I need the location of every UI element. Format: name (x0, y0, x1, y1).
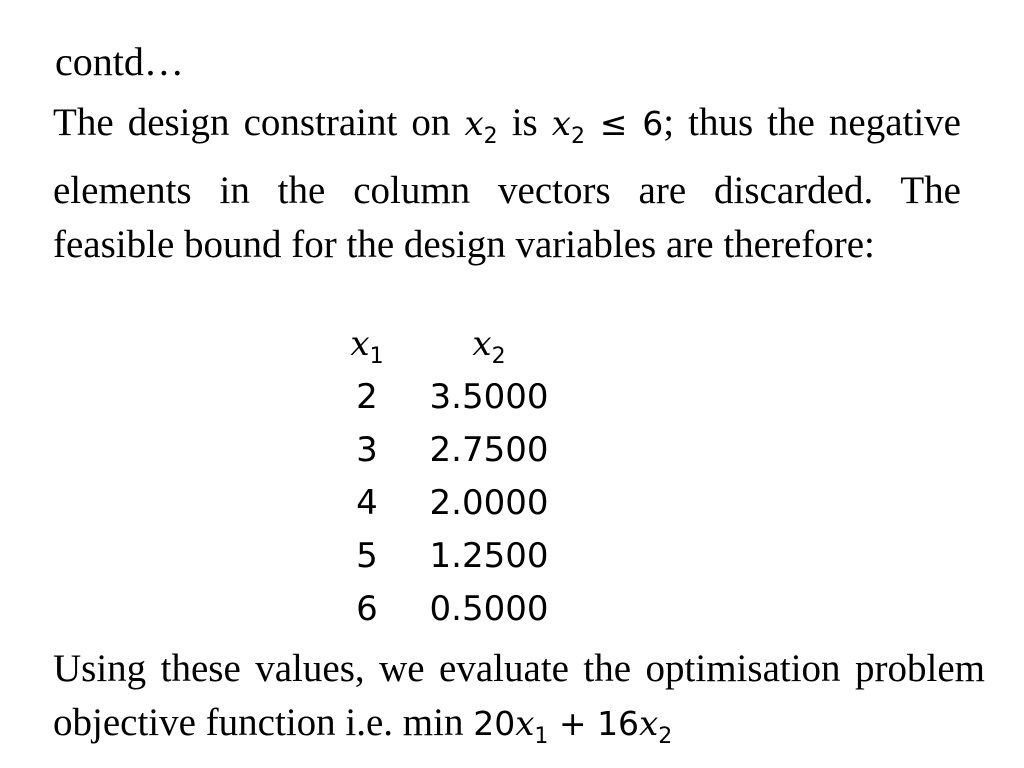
math-subscript: 2 (491, 344, 506, 369)
paragraph-text: is (497, 101, 552, 144)
table-cell-x1: 6 (356, 589, 378, 629)
math-variable: x (515, 704, 535, 744)
math-subscript: 2 (658, 724, 673, 749)
table-cell-x1: 2 (356, 377, 378, 417)
paragraph-design-constraint (53, 96, 961, 272)
math-coefficient: 16 (597, 704, 640, 743)
table-cell-x1: 5 (356, 536, 378, 576)
table-row (330, 424, 610, 477)
math-subscript: 1 (534, 724, 549, 749)
slide-title: contd… (55, 39, 184, 84)
math-variable: x (464, 104, 484, 144)
math-variable: x (551, 104, 571, 144)
table-row (330, 583, 610, 636)
math-subscript: 1 (369, 344, 384, 369)
math-constraint-rhs: ≤ 6 (584, 104, 664, 143)
table-row (330, 530, 610, 583)
table-row (330, 477, 610, 530)
math-subscript: 2 (483, 124, 498, 149)
math-variable: x (472, 324, 492, 364)
math-variable: x (350, 324, 370, 364)
math-coefficient: 20 (473, 704, 516, 743)
table-cell-x1: 3 (356, 430, 378, 470)
math-subscript: 2 (570, 124, 585, 149)
paragraph-text: The design constraint on (53, 101, 465, 144)
table-cell-x2: 0.5000 (429, 589, 549, 629)
math-variable: x (639, 704, 659, 744)
table-cell-x2: 2.0000 (429, 483, 549, 523)
feasible-bounds-table (330, 318, 610, 636)
table-cell-x2: 3.5000 (429, 377, 549, 417)
paragraph-text: ; thus the negative elements in the column vectors are discarded. The feasible bound for the design variables are therefore: (53, 101, 961, 266)
table-cell-x2: 2.7500 (429, 430, 549, 470)
table-cell-x2: 1.2500 (429, 536, 549, 576)
math-operator: + (548, 704, 598, 743)
table-cell-x1: 4 (356, 483, 378, 523)
paragraph-objective (53, 642, 985, 764)
table-header-row (330, 318, 610, 371)
table-row (330, 371, 610, 424)
table-header-x1 (330, 318, 404, 371)
table-header-x2 (404, 318, 574, 371)
paragraph-text: Using these values, we evaluate the optimisation problem objective function i.e. min (53, 647, 985, 744)
